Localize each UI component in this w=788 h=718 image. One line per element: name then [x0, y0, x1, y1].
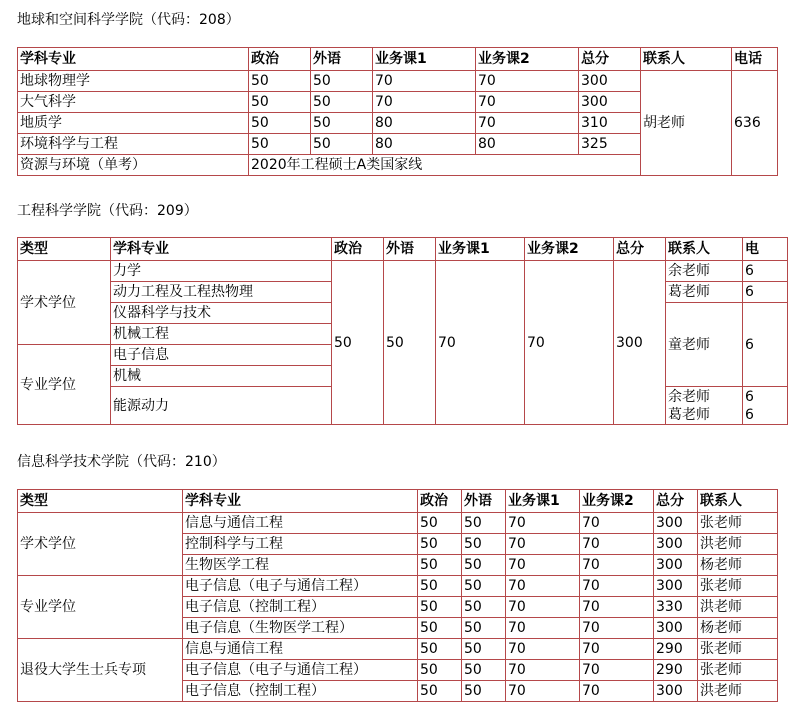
- score-cell: 300: [654, 555, 698, 576]
- header-cell: 外语: [311, 48, 373, 71]
- score-table-209: [17, 237, 788, 425]
- header-cell: 政治: [332, 238, 384, 261]
- score-cell: 50: [384, 261, 436, 425]
- contact-cell: 杨老师: [698, 555, 778, 576]
- score-cell: 70: [580, 660, 654, 681]
- major-cell: 大气科学: [18, 92, 249, 113]
- table-row: [18, 576, 778, 597]
- score-cell: 50: [311, 71, 373, 92]
- score-cell: 70: [436, 261, 525, 425]
- score-table-210: [17, 489, 778, 702]
- major-cell: 生物医学工程: [183, 555, 418, 576]
- section-title-208: 地球和空间科学学院（代码：208）: [17, 12, 240, 28]
- score-cell: 300: [579, 71, 641, 92]
- score-cell: 70: [476, 71, 579, 92]
- phone-value: 6: [745, 388, 754, 405]
- score-cell: 70: [506, 555, 580, 576]
- score-cell: 70: [506, 534, 580, 555]
- score-cell: 50: [418, 681, 462, 702]
- score-cell: 300: [614, 261, 666, 425]
- table-header-row: [18, 490, 778, 513]
- score-cell: 50: [418, 555, 462, 576]
- score-cell: 50: [418, 576, 462, 597]
- major-cell: 能源动力: [111, 387, 332, 425]
- header-cell: 外语: [384, 238, 436, 261]
- score-cell: 50: [249, 134, 311, 155]
- score-cell: 70: [506, 639, 580, 660]
- major-cell: 电子信息: [111, 345, 332, 366]
- type-cell: 学术学位: [18, 261, 111, 345]
- major-cell: 电子信息（生物医学工程）: [183, 618, 418, 639]
- major-cell: 机械: [111, 366, 332, 387]
- contact-cell: 张老师: [698, 513, 778, 534]
- major-cell: 力学: [111, 261, 332, 282]
- score-cell: 70: [506, 576, 580, 597]
- header-cell: 电话: [732, 48, 778, 71]
- phone-cell: 636: [732, 71, 778, 176]
- phone-value: 6: [745, 406, 754, 423]
- score-cell: 70: [373, 92, 476, 113]
- phone-cell: [743, 387, 788, 425]
- score-cell: 70: [580, 639, 654, 660]
- contact-cell: 童老师: [666, 303, 743, 387]
- contact-cell: 张老师: [698, 576, 778, 597]
- table-row: [18, 71, 778, 92]
- score-cell: 70: [580, 681, 654, 702]
- type-cell: 退役大学生士兵专项: [18, 639, 183, 702]
- score-cell: 50: [311, 92, 373, 113]
- header-cell: 类型: [18, 238, 111, 261]
- header-cell: 总分: [579, 48, 641, 71]
- header-cell: 业务课2: [476, 48, 579, 71]
- major-cell: 电子信息（电子与通信工程）: [183, 660, 418, 681]
- header-cell: 业务课2: [580, 490, 654, 513]
- score-cell: 50: [249, 92, 311, 113]
- score-cell: 70: [580, 576, 654, 597]
- contact-cell: 张老师: [698, 639, 778, 660]
- major-cell: 信息与通信工程: [183, 513, 418, 534]
- header-cell: 总分: [614, 238, 666, 261]
- score-cell: 70: [506, 660, 580, 681]
- table-header-row: [18, 238, 788, 261]
- major-cell: 环境科学与工程: [18, 134, 249, 155]
- score-cell: 300: [654, 681, 698, 702]
- score-cell: 300: [654, 534, 698, 555]
- major-cell: 机械工程: [111, 324, 332, 345]
- score-cell: 70: [506, 597, 580, 618]
- major-cell: 地球物理学: [18, 71, 249, 92]
- score-cell: 70: [580, 534, 654, 555]
- score-cell: 70: [506, 513, 580, 534]
- score-cell: 70: [506, 681, 580, 702]
- header-cell: 联系人: [641, 48, 732, 71]
- header-cell: 联系人: [698, 490, 778, 513]
- score-cell: 290: [654, 639, 698, 660]
- score-cell: 50: [311, 134, 373, 155]
- contact-name: 余老师: [668, 388, 710, 405]
- score-cell: 50: [462, 597, 506, 618]
- contact-cell: 洪老师: [698, 597, 778, 618]
- score-cell: 50: [462, 534, 506, 555]
- score-cell: 70: [580, 597, 654, 618]
- section-title-210: 信息科学技术学院（代码：210）: [17, 454, 226, 470]
- score-cell: 70: [580, 555, 654, 576]
- score-cell: 50: [462, 555, 506, 576]
- contact-cell: [666, 387, 743, 425]
- header-cell: 业务课1: [373, 48, 476, 71]
- major-cell: 动力工程及工程热物理: [111, 282, 332, 303]
- score-cell: 300: [654, 513, 698, 534]
- type-cell: 专业学位: [18, 576, 183, 639]
- score-table-208: [17, 47, 778, 176]
- header-cell: 外语: [462, 490, 506, 513]
- score-cell: 300: [654, 576, 698, 597]
- score-cell: 70: [476, 113, 579, 134]
- score-cell: 80: [373, 113, 476, 134]
- score-cell: 310: [579, 113, 641, 134]
- major-cell: 信息与通信工程: [183, 639, 418, 660]
- header-cell: 政治: [249, 48, 311, 71]
- score-cell: 50: [418, 639, 462, 660]
- score-cell: 300: [579, 92, 641, 113]
- score-cell: 50: [249, 71, 311, 92]
- score-cell: 50: [418, 660, 462, 681]
- contact-cell: 余老师: [666, 261, 743, 282]
- table-row: [18, 639, 778, 660]
- header-cell: 联系人: [666, 238, 743, 261]
- table-row: [18, 261, 788, 282]
- contact-cell: 杨老师: [698, 618, 778, 639]
- phone-cell: 6: [743, 303, 788, 387]
- major-cell: 电子信息（控制工程）: [183, 597, 418, 618]
- score-cell: 330: [654, 597, 698, 618]
- header-cell: 业务课1: [506, 490, 580, 513]
- contact-cell: 胡老师: [641, 71, 732, 176]
- header-cell: 政治: [418, 490, 462, 513]
- score-cell: 80: [476, 134, 579, 155]
- contact-name: 葛老师: [668, 406, 710, 423]
- score-cell: 50: [462, 660, 506, 681]
- phone-cell: 6: [743, 261, 788, 282]
- score-cell: 50: [462, 618, 506, 639]
- score-cell: 50: [418, 513, 462, 534]
- score-cell: 50: [418, 618, 462, 639]
- score-cell: 70: [580, 618, 654, 639]
- phone-cell: 6: [743, 282, 788, 303]
- header-cell: 业务课2: [525, 238, 614, 261]
- score-cell: 50: [462, 639, 506, 660]
- score-cell: 70: [373, 71, 476, 92]
- header-cell: 学科专业: [18, 48, 249, 71]
- score-cell: 70: [525, 261, 614, 425]
- contact-cell: 张老师: [698, 660, 778, 681]
- header-cell: 业务课1: [436, 238, 525, 261]
- contact-cell: 洪老师: [698, 681, 778, 702]
- contact-cell: 葛老师: [666, 282, 743, 303]
- score-cell: 50: [311, 113, 373, 134]
- contact-cell: 洪老师: [698, 534, 778, 555]
- table-row: [18, 513, 778, 534]
- score-cell: 290: [654, 660, 698, 681]
- section-title-209: 工程科学学院（代码：209）: [17, 203, 198, 219]
- type-cell: 专业学位: [18, 345, 111, 425]
- score-cell: 50: [332, 261, 384, 425]
- score-cell: 80: [373, 134, 476, 155]
- major-cell: 电子信息（控制工程）: [183, 681, 418, 702]
- header-cell: 电: [743, 238, 788, 261]
- score-cell: 50: [462, 513, 506, 534]
- header-cell: 学科专业: [183, 490, 418, 513]
- type-cell: 学术学位: [18, 513, 183, 576]
- major-cell: 电子信息（电子与通信工程）: [183, 576, 418, 597]
- score-cell: 70: [476, 92, 579, 113]
- score-cell: 50: [418, 534, 462, 555]
- score-cell: 50: [418, 597, 462, 618]
- major-cell: 地质学: [18, 113, 249, 134]
- major-cell: 资源与环境（单考）: [18, 155, 249, 176]
- score-cell: 50: [462, 576, 506, 597]
- score-cell: 325: [579, 134, 641, 155]
- score-cell: 50: [249, 113, 311, 134]
- score-cell: 50: [462, 681, 506, 702]
- score-cell: 300: [654, 618, 698, 639]
- score-cell: 70: [506, 618, 580, 639]
- header-cell: 类型: [18, 490, 183, 513]
- header-cell: 总分: [654, 490, 698, 513]
- score-cell: 70: [580, 513, 654, 534]
- major-cell: 仪器科学与技术: [111, 303, 332, 324]
- table-header-row: [18, 48, 778, 71]
- major-cell: 控制科学与工程: [183, 534, 418, 555]
- note-cell: 2020年工程硕士A类国家线: [249, 155, 641, 176]
- header-cell: 学科专业: [111, 238, 332, 261]
